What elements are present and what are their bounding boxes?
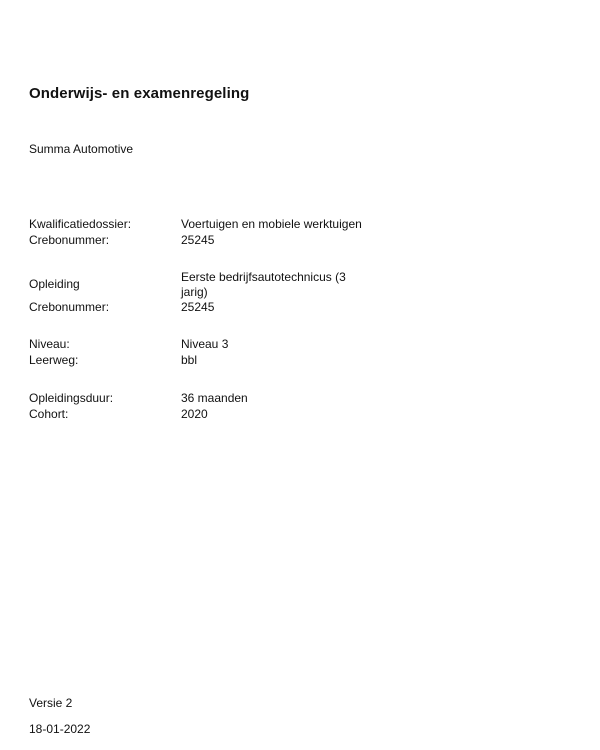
field-value: Niveau 3 [181,337,229,351]
field-label: Leerweg: [29,353,79,367]
field-label: Crebonummer: [29,300,110,314]
field-label: Niveau: [29,337,70,351]
field-label: Opleiding [29,277,80,291]
document-date: 18-01-2022 [29,722,91,736]
field-value: 2020 [181,407,208,421]
document-title: Onderwijs- en examenregeling [29,85,250,102]
version-label: Versie 2 [29,696,73,710]
field-label: Kwalificatiedossier: [29,217,132,231]
organization-name: Summa Automotive [29,142,134,156]
field-value: 36 maanden [181,391,248,405]
field-value: 25245 [181,233,215,247]
field-label: Cohort: [29,407,69,421]
field-value: 25245 [181,300,215,314]
field-value: Eerste bedrijfsautotechnicus (3 jarig) [181,270,346,299]
field-value: Voertuigen en mobiele werktuigen [181,217,362,231]
field-label: Opleidingsduur: [29,391,114,405]
field-label: Crebonummer: [29,233,110,247]
field-value: bbl [181,353,198,367]
